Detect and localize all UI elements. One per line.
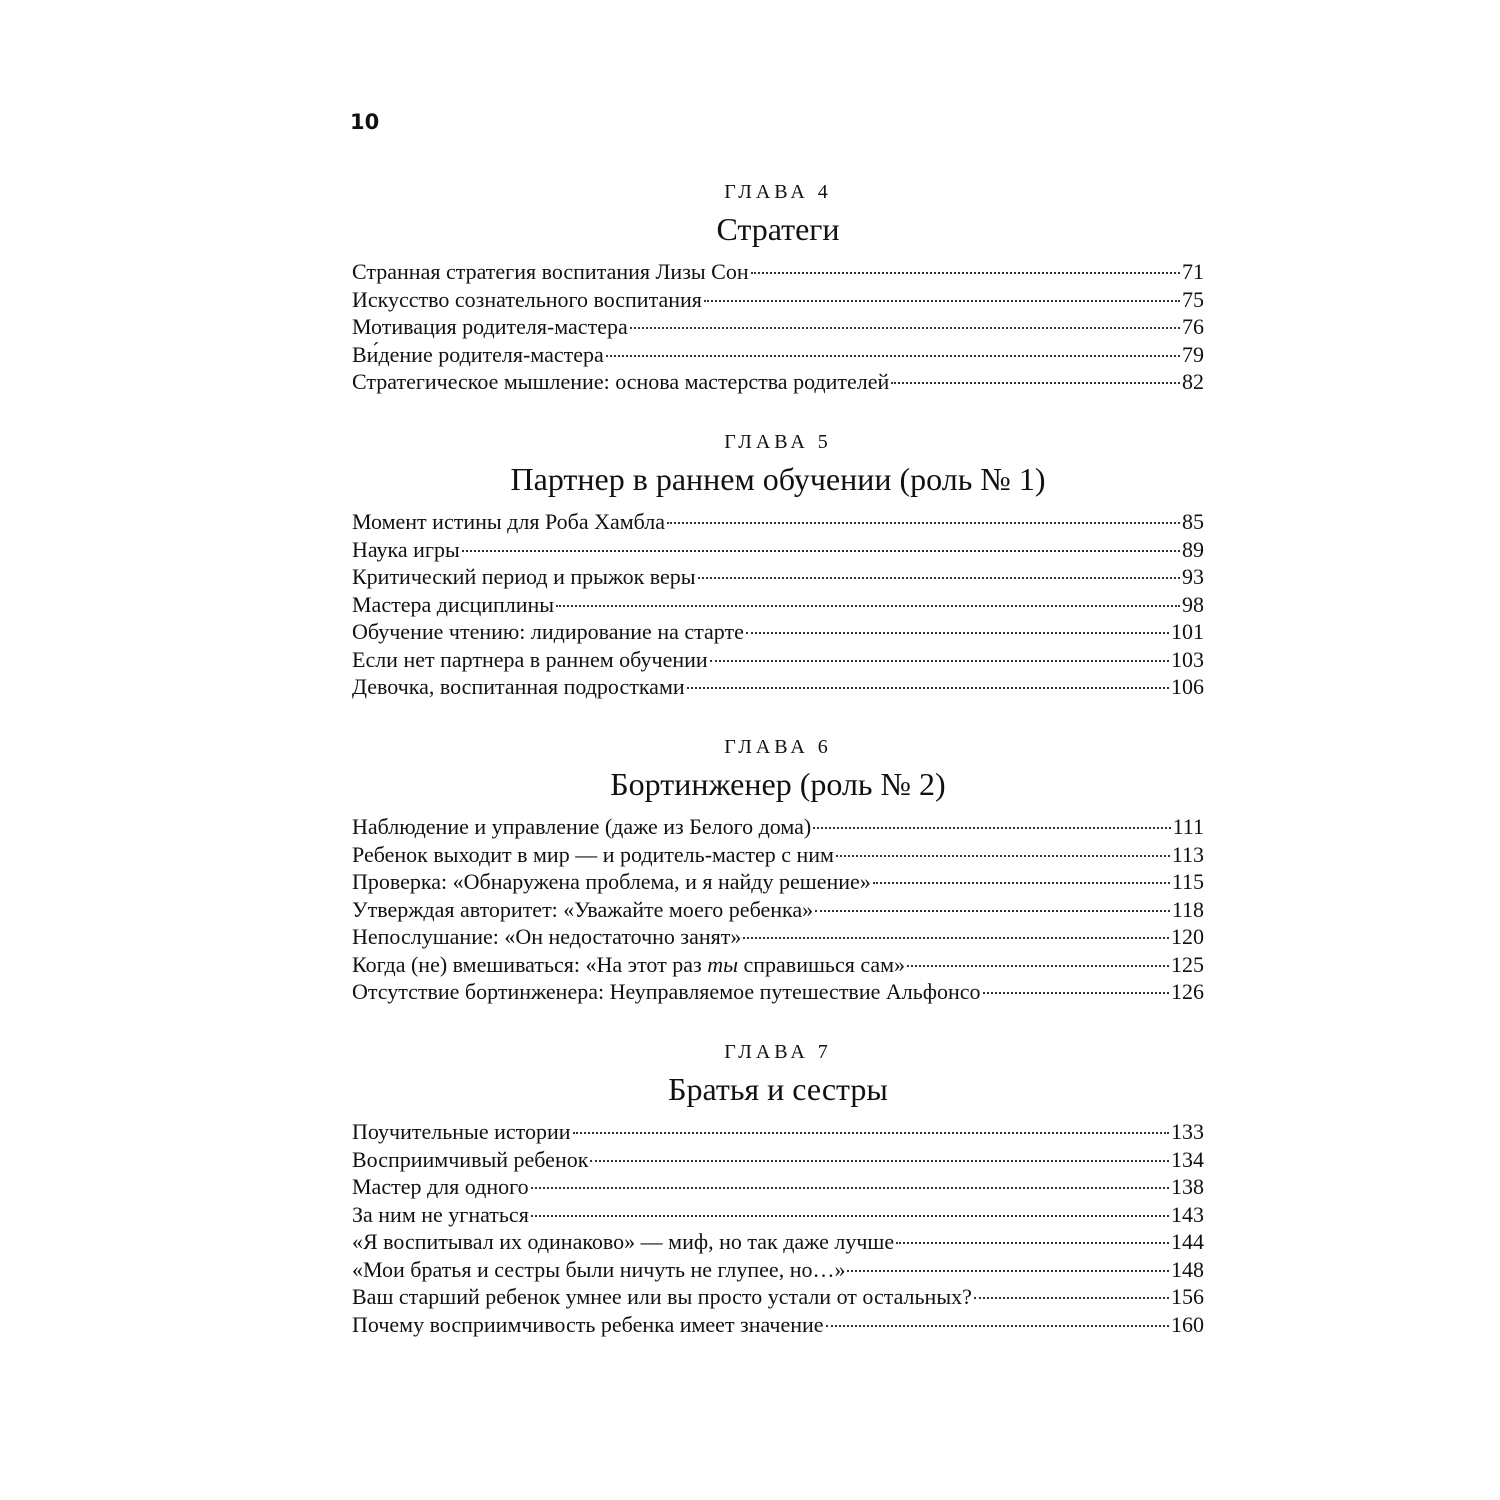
dot-leader <box>813 827 1170 829</box>
dot-leader <box>891 382 1180 384</box>
toc-entry[interactable] <box>352 841 1204 869</box>
toc-entry-page: 118 <box>1171 896 1204 922</box>
toc-entry-page: 79 <box>1182 341 1204 367</box>
toc-entry-page: 98 <box>1182 591 1204 617</box>
toc-list <box>352 258 1204 396</box>
toc-entry[interactable] <box>352 978 1204 1006</box>
dot-leader <box>743 937 1169 939</box>
toc-entry[interactable] <box>352 1201 1204 1229</box>
toc-entry[interactable] <box>352 591 1204 619</box>
toc-entry-page: 89 <box>1182 536 1204 562</box>
toc-entry-page: 143 <box>1171 1201 1204 1227</box>
toc-entry[interactable] <box>352 368 1204 396</box>
toc-entry-page: 82 <box>1182 369 1204 394</box>
toc-entry[interactable] <box>352 1283 1204 1311</box>
toc-entry-title: Проверка: «Обнаружена проблема, и я найду решение» <box>352 869 871 894</box>
dot-leader <box>573 1132 1169 1134</box>
toc-entry-title-part: справишься сам» <box>738 951 906 977</box>
dot-leader <box>847 1270 1169 1272</box>
dot-leader <box>606 355 1180 357</box>
toc-entry[interactable] <box>352 1173 1204 1201</box>
dot-leader <box>746 632 1169 634</box>
dot-leader <box>687 687 1169 689</box>
toc-entry-title: «Мои братья и сестры были ничуть не глупее, но…» <box>352 1256 846 1282</box>
toc-entry-title: Мастер для одного <box>352 1174 529 1199</box>
toc-entry-page: 115 <box>1171 869 1204 894</box>
toc-entry-page: 120 <box>1171 924 1204 949</box>
chapter-label: ГЛАВА 6 <box>724 736 832 758</box>
chapter-5 <box>352 430 1204 701</box>
toc-entry[interactable] <box>352 868 1204 896</box>
toc-entry-title: Стратегическое мышление: основа мастерства родителей <box>352 369 890 394</box>
toc-entry-page: 71 <box>1182 259 1204 284</box>
toc-entry-title-italic: ты <box>707 951 738 977</box>
dot-leader <box>983 992 1169 994</box>
toc-entry-title: Почему восприимчивость ребенка имеет значение <box>352 1311 824 1337</box>
toc-entry[interactable] <box>352 563 1204 591</box>
toc-entry[interactable] <box>352 1146 1204 1174</box>
dot-leader <box>531 1187 1169 1189</box>
toc-entry[interactable] <box>352 536 1204 564</box>
toc-entry-title: Ви́дение родителя-мастера <box>352 341 604 367</box>
chapter-label: ГЛАВА 5 <box>724 431 832 453</box>
toc-entry[interactable] <box>352 508 1204 536</box>
chapter-4 <box>352 180 1204 396</box>
toc-entry[interactable] <box>352 618 1204 646</box>
toc-entry-page: 125 <box>1171 951 1204 977</box>
toc-entry-title: Мотивация родителя-мастера <box>352 314 628 339</box>
toc-entry[interactable] <box>352 1256 1204 1284</box>
toc-entry-title: Наука игры <box>352 536 460 562</box>
dot-leader <box>974 1297 1169 1299</box>
toc-entry-page: 144 <box>1171 1229 1204 1254</box>
chapter-label: ГЛАВА 4 <box>724 181 832 203</box>
toc-entry[interactable] <box>352 646 1204 674</box>
toc-entry[interactable] <box>352 673 1204 701</box>
toc-entry[interactable] <box>352 923 1204 951</box>
toc-entry-title <box>352 951 905 979</box>
toc-entry-page: 101 <box>1171 619 1204 644</box>
dot-leader <box>698 577 1180 579</box>
chapter-title: Стратеги <box>716 211 840 247</box>
toc-entry-title: Если нет партнера в раннем обучении <box>352 646 708 672</box>
toc-entry-title: Ребенок выходит в мир — и родитель-мастер с ним <box>352 841 834 867</box>
toc-entry-page: 148 <box>1171 1256 1204 1282</box>
toc-entry[interactable] <box>352 313 1204 341</box>
dot-leader <box>873 882 1170 884</box>
toc-list <box>352 1118 1204 1338</box>
toc-entry-page: 160 <box>1171 1311 1204 1337</box>
dot-leader <box>531 1215 1169 1217</box>
chapter-title: Бортинженер (роль № 2) <box>610 766 946 802</box>
page-number: 10 <box>350 110 380 134</box>
toc-entry[interactable] <box>352 341 1204 369</box>
chapter-title: Партнер в раннем обучении (роль № 1) <box>510 461 1046 497</box>
toc-entry-page: 103 <box>1171 646 1204 672</box>
toc-entry-page: 75 <box>1182 286 1204 312</box>
toc-entry[interactable] <box>352 896 1204 924</box>
dot-leader <box>815 910 1170 912</box>
toc-entry-title: Непослушание: «Он недостаточно занят» <box>352 924 742 949</box>
toc-entry-title: Ваш старший ребенок умнее или вы просто устали от остальных? <box>352 1284 972 1309</box>
toc-entry-title: Наблюдение и управление (даже из Белого дома) <box>352 814 812 839</box>
toc-entry-page: 138 <box>1171 1174 1204 1199</box>
toc-entry-page: 111 <box>1172 814 1204 839</box>
toc-entry-title: Поучительные истории <box>352 1119 571 1144</box>
chapter-label: ГЛАВА 7 <box>724 1041 832 1063</box>
toc-entry-title: Обучение чтению: лидирование на старте <box>352 619 744 644</box>
toc-entry-page: 76 <box>1182 314 1204 339</box>
chapter-6 <box>352 735 1204 1006</box>
toc-entry-title: Утверждая авторитет: «Уважайте моего ребенка» <box>352 896 814 922</box>
toc-entry[interactable] <box>352 1118 1204 1146</box>
toc-entry-title: За ним не угнаться <box>352 1201 529 1227</box>
toc-entry-title: Отсутствие бортинженера: Неуправляемое путешествие Альфонсо <box>352 979 981 1004</box>
toc-entry-page: 106 <box>1171 674 1204 699</box>
dot-leader <box>667 522 1180 524</box>
toc-entry-page: 93 <box>1182 564 1204 589</box>
dot-leader <box>896 1242 1169 1244</box>
toc-entry[interactable] <box>352 1228 1204 1256</box>
dot-leader <box>907 965 1169 967</box>
dot-leader <box>590 1160 1169 1162</box>
toc-entry-page: 85 <box>1182 509 1204 534</box>
dot-leader <box>704 300 1180 302</box>
toc-entry-page: 156 <box>1171 1284 1204 1309</box>
toc-entry-title: Восприимчивый ребенок <box>352 1146 589 1172</box>
toc-entry-title-part: Когда (не) вмешиваться: «На этот раз <box>352 951 708 977</box>
toc-entry-title: Мастера дисциплины <box>352 591 555 617</box>
toc-entry-page: 134 <box>1171 1146 1204 1172</box>
toc-entry-title: Странная стратегия воспитания Лизы Сон <box>352 259 749 284</box>
dot-leader <box>836 855 1170 857</box>
toc-list <box>352 508 1204 701</box>
chapter-title: Братья и сестры <box>668 1071 888 1107</box>
toc-list <box>352 813 1204 1006</box>
dot-leader <box>630 327 1180 329</box>
toc-entry[interactable] <box>352 1311 1204 1339</box>
toc-entry-title: «Я воспитывал их одинаково» — миф, но так даже лучше <box>352 1229 895 1254</box>
toc-entry-title: Критический период и прыжок веры <box>352 564 696 589</box>
toc-entry[interactable] <box>352 286 1204 314</box>
toc-entry-title: Девочка, воспитанная подростками <box>352 674 685 699</box>
dot-leader <box>710 660 1169 662</box>
toc-entry-page: 113 <box>1171 841 1204 867</box>
toc-entry[interactable] <box>352 813 1204 841</box>
chapter-7 <box>352 1040 1204 1338</box>
toc-entry-page: 126 <box>1171 979 1204 1004</box>
toc-entry-title: Искусство сознательного воспитания <box>352 286 702 312</box>
toc-entry-title: Момент истины для Роба Хамбла <box>352 509 666 534</box>
toc-entry[interactable] <box>352 951 1204 979</box>
toc-entry-page: 133 <box>1171 1119 1204 1144</box>
dot-leader <box>556 605 1180 607</box>
toc-entry[interactable] <box>352 258 1204 286</box>
dot-leader <box>751 272 1180 274</box>
dot-leader <box>826 1325 1169 1327</box>
dot-leader <box>462 550 1180 552</box>
